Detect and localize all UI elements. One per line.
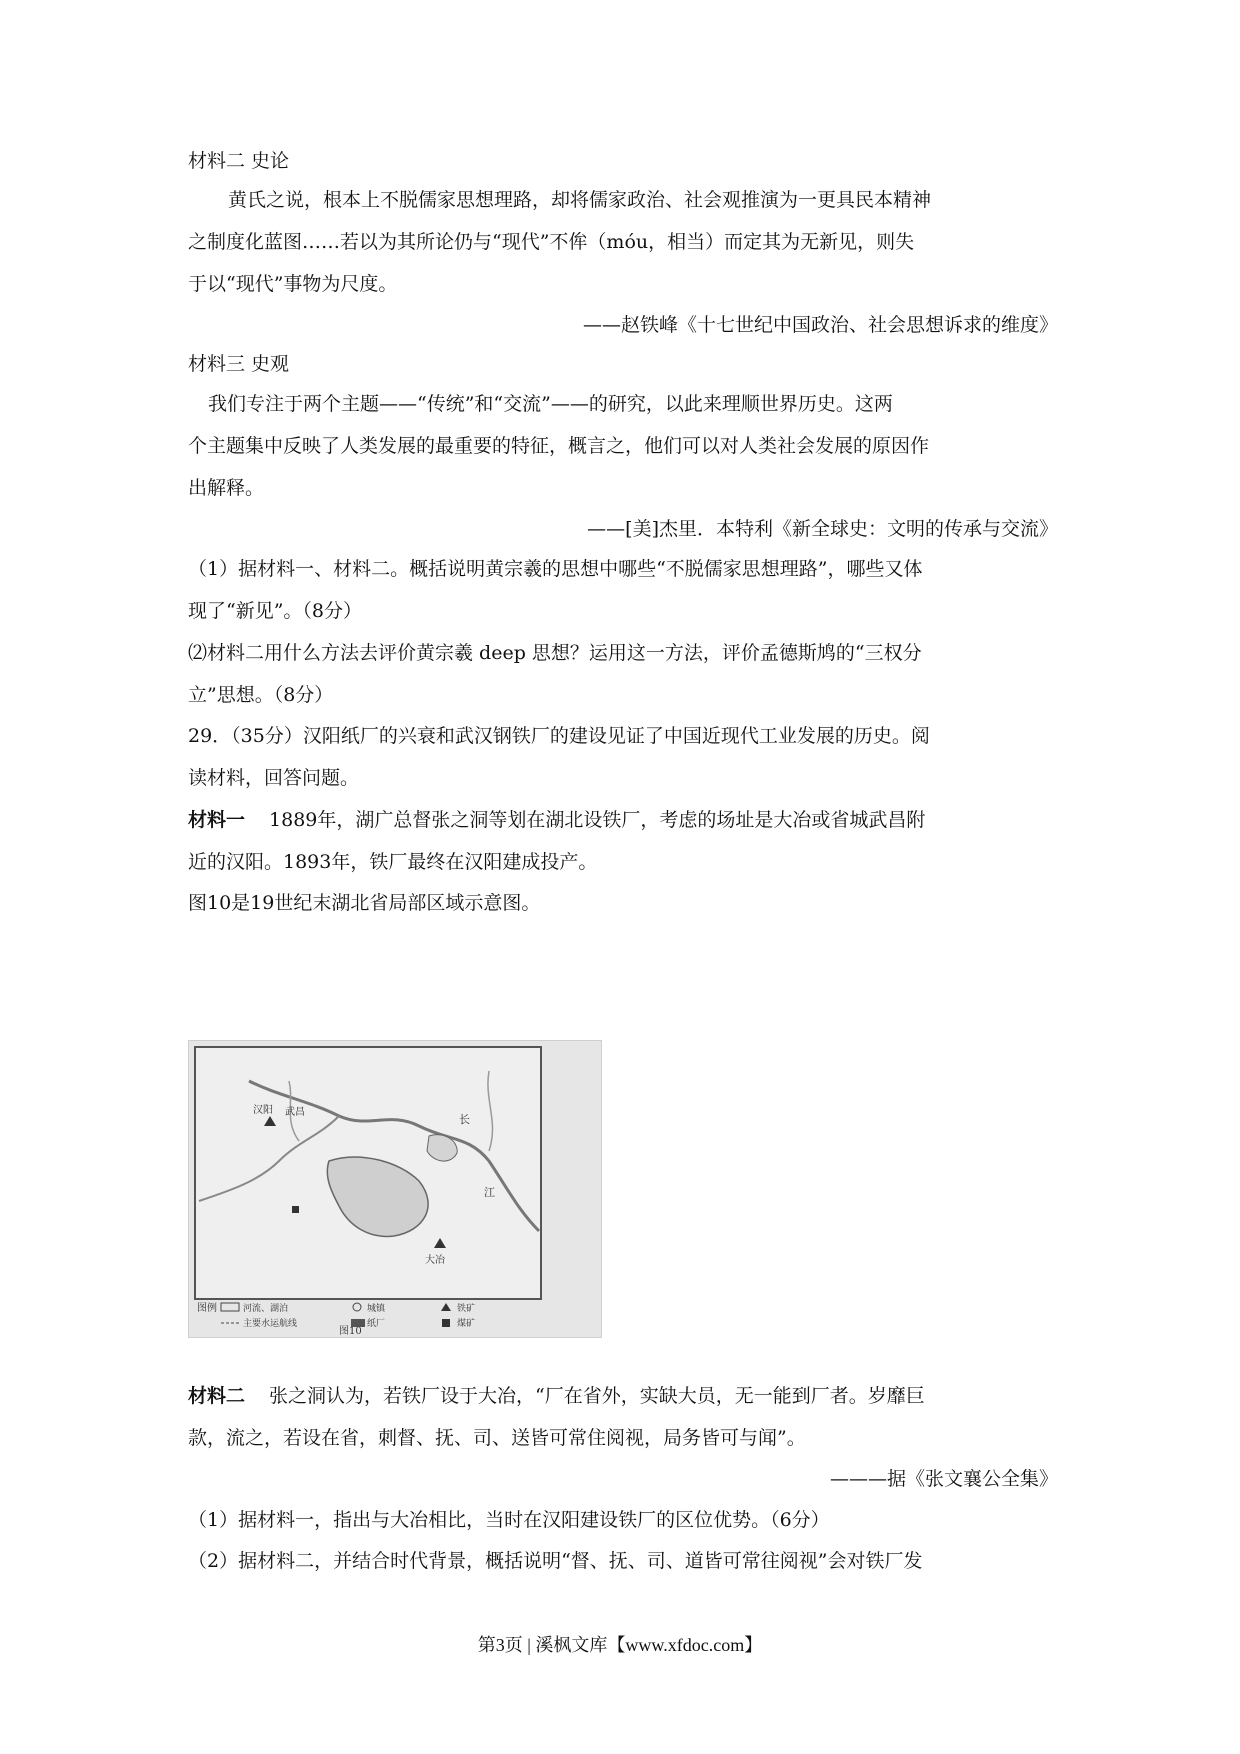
paragraph-line: 近的汉阳。1893年，铁厂最终在汉阳建成投产。: [188, 851, 598, 873]
question-line: （1）据材料一、材料二。概括说明黄宗羲的思想中哪些“不脱儒家思想理路”，哪些又体: [188, 558, 923, 580]
paragraph-line: 款，流之，若设在省，刺督、抚、司、送皆可常住阅视，局务皆可与闻”。: [188, 1427, 806, 1449]
source-citation: ———据《张文襄公全集》: [829, 1468, 1058, 1490]
material-two-heading: 材料二 史论: [188, 150, 290, 172]
legend-label: 河流、湖泊: [243, 1304, 289, 1314]
legend-swatch: [441, 1303, 451, 1311]
paragraph-line: 出解释。: [188, 477, 265, 499]
material-one-text: 1889年，湖广总督张之洞等划在湖北设铁厂，考虑的场址是大冶或省城武昌附: [269, 809, 926, 831]
map-legend-title: 图例: [197, 1303, 217, 1314]
question-29-line: 读材料，回答问题。: [188, 767, 360, 789]
legend-label: 纸厂: [367, 1319, 386, 1329]
figure-intro: 图10是19世纪末湖北省局部区域示意图。: [188, 892, 541, 914]
source-citation: ——赵铁峰《十七世纪中国政治、社会思想诉求的维度》: [582, 314, 1058, 336]
legend-swatch: [442, 1319, 450, 1327]
material-three-heading: 材料三 史观: [188, 353, 290, 375]
legend-label: 煤矿: [457, 1319, 476, 1329]
material-two-text: 张之洞认为，若铁厂设于大冶，“厂在省外，实缺大员，无一能到厂者。岁靡巨: [269, 1385, 925, 1407]
legend-label: 主要水运航线: [243, 1319, 298, 1329]
question-line: 现了“新见”。（8分）: [188, 600, 363, 622]
source-citation: ——[美]杰里．本特利《新全球史：文明的传承与交流》: [587, 518, 1058, 540]
paragraph-line: 个主题集中反映了人类发展的最重要的特征，概言之，他们可以对人类社会发展的原因作: [188, 435, 930, 457]
paragraph-line: 于以“现代”事物为尺度。: [188, 273, 398, 295]
material-one-line: [188, 806, 1058, 834]
page-footer: 第3页 | 溪枫文库【www.xfdoc.com】: [477, 1635, 763, 1655]
question-line: （1）据材料一，指出与大冶相比，当时在汉阳建设铁厂的区位优势。（6分）: [188, 1509, 830, 1531]
legend-label: 铁矿: [457, 1304, 476, 1314]
hubei-region-map: [188, 1040, 602, 1338]
question-29-line: 29．（35分）汉阳纸厂的兴衰和武汉钢铁厂的建设见证了中国近现代工业发展的历史。阅: [188, 725, 930, 747]
material-two-label: 材料二: [188, 1385, 246, 1407]
question-line: （2）据材料二，并结合时代背景，概括说明“督、抚、司、道皆可常往阅视”会对铁厂发: [188, 1550, 923, 1572]
map-label: 汉阳: [253, 1105, 273, 1116]
coal-mine-icon: [292, 1206, 299, 1213]
question-line: 立”思想。（8分）: [188, 684, 334, 706]
paragraph-line: 之制度化蓝图……若以为其所论仍与“现代”不侔（móu，相当）而定其为无新见，则失: [188, 231, 915, 253]
paragraph-line: 黄氏之说，根本上不脱儒家思想理路，却将儒家政治、社会观推演为一更具民本精神: [228, 189, 932, 211]
map-caption: 图10: [339, 1326, 362, 1337]
question-line: ⑵材料二用什么方法去评价黄宗羲 deep 思想？运用这一方法，评价孟德斯鸠的“三权分: [188, 642, 922, 664]
material-two-line: [188, 1382, 1058, 1410]
material-one-label: 材料一: [188, 809, 246, 831]
map-label: 大冶: [425, 1255, 445, 1266]
legend-swatch: [353, 1303, 361, 1311]
map-label: 长: [459, 1113, 470, 1126]
map-label: 武昌: [285, 1107, 305, 1118]
legend-swatch: [221, 1303, 239, 1311]
map-label: 江: [484, 1186, 495, 1199]
legend-label: 城镇: [367, 1304, 386, 1314]
paragraph-line: 我们专注于两个主题——“传统”和“交流”——的研究，以此来理顺世界历史。这两: [208, 393, 893, 415]
